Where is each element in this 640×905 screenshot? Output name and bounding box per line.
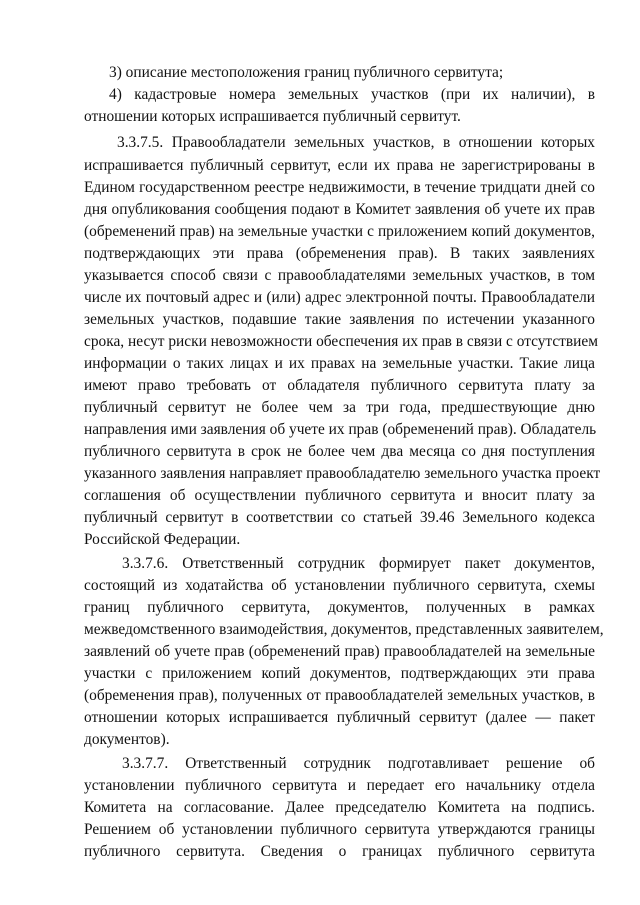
text-line: Едином государственном реестре недвижимости, в течение тридцати дней со: [84, 179, 595, 196]
text-line: информации о таких лицах и их правах на земельные участки. Такие лица: [84, 355, 595, 372]
text-line: (обременений прав) на земельные участки с приложением копий документов,: [84, 223, 595, 240]
text-line: 4) кадастровые номера земельных участков (при их наличии), в: [109, 86, 595, 103]
text-line: соглашения об осуществлении публичного сервитута и вносит плату за: [84, 487, 595, 504]
text-line: числе их почтовый адрес и (или) адрес электронной почты. Правообладатели: [84, 289, 595, 306]
text-line: состоящий из ходатайства об установлении публичного сервитута, схемы: [84, 577, 595, 594]
text-line: публичного сервитута в срок не более чем два месяца со дня поступления: [84, 443, 595, 460]
text-line: установлении публичного сервитута и передает его начальнику отдела: [84, 777, 595, 794]
text-line: 3.3.7.5. Правообладатели земельных участков, в отношении которых: [117, 134, 595, 151]
text-line: публичный сервитут не более чем за три года, предшествующие дню: [84, 399, 595, 416]
text-line: Российской Федерации.: [84, 531, 241, 548]
text-line: срока, несут риски невозможности обеспечения их прав в связи с отсутствием: [84, 333, 598, 350]
text-line: направления ими заявления об учете их прав (обременений прав). Обладатель: [84, 421, 597, 438]
text-line: Комитета на согласование. Далее председателю Комитета на подпись.: [84, 799, 595, 816]
text-line: имеют право требовать от обладателя публичного сервитута плату за: [84, 377, 595, 394]
text-line: отношении которых испрашивается публичный сервитут (далее — пакет: [84, 709, 595, 726]
text-line: документов).: [84, 731, 170, 748]
text-line: публичного сервитута. Сведения о границах публичного сервитута: [84, 843, 595, 860]
text-line: межведомственного взаимодействия, документов, представленных заявителем,: [84, 621, 604, 638]
text-line: земельных участков, подавшие такие заявления по истечении указанного: [84, 311, 595, 328]
text-line: указанного заявления направляет правообладателю земельного участка проект: [84, 465, 601, 482]
text-line: испрашивается публичный сервитут, если их права не зарегистрированы в: [84, 157, 595, 174]
text-line: Решением об установлении публичного сервитута утверждаются границы: [84, 821, 595, 838]
text-line: (обременения прав), полученных от правообладателей земельных участков, в: [84, 687, 595, 704]
text-line: 3.3.7.7. Ответственный сотрудник подготавливает решение об: [122, 755, 595, 772]
text-line: отношении которых испрашивается публичный сервитут.: [84, 108, 461, 125]
text-line: заявлений об учете прав (обременений прав) правообладателей на земельные: [84, 643, 595, 660]
text-line: границ публичного сервитута, документов, полученных в рамках: [84, 599, 595, 616]
text-line: участки с приложением копий документов, подтверждающих эти права: [84, 665, 595, 682]
text-line: публичный сервитут в соответствии со статьей 39.46 Земельного кодекса: [84, 509, 595, 526]
text-line: 3.3.7.6. Ответственный сотрудник формирует пакет документов,: [122, 555, 595, 572]
text-line: указывается способ связи с правообладателями земельных участков, в том: [84, 267, 595, 284]
text-line: дня опубликования сообщения подают в Комитет заявления об учете их прав: [84, 201, 595, 218]
text-line: 3) описание местоположения границ публичного сервитута;: [109, 64, 504, 81]
text-line: подтверждающих эти права (обременения прав). В таких заявлениях: [84, 245, 595, 262]
